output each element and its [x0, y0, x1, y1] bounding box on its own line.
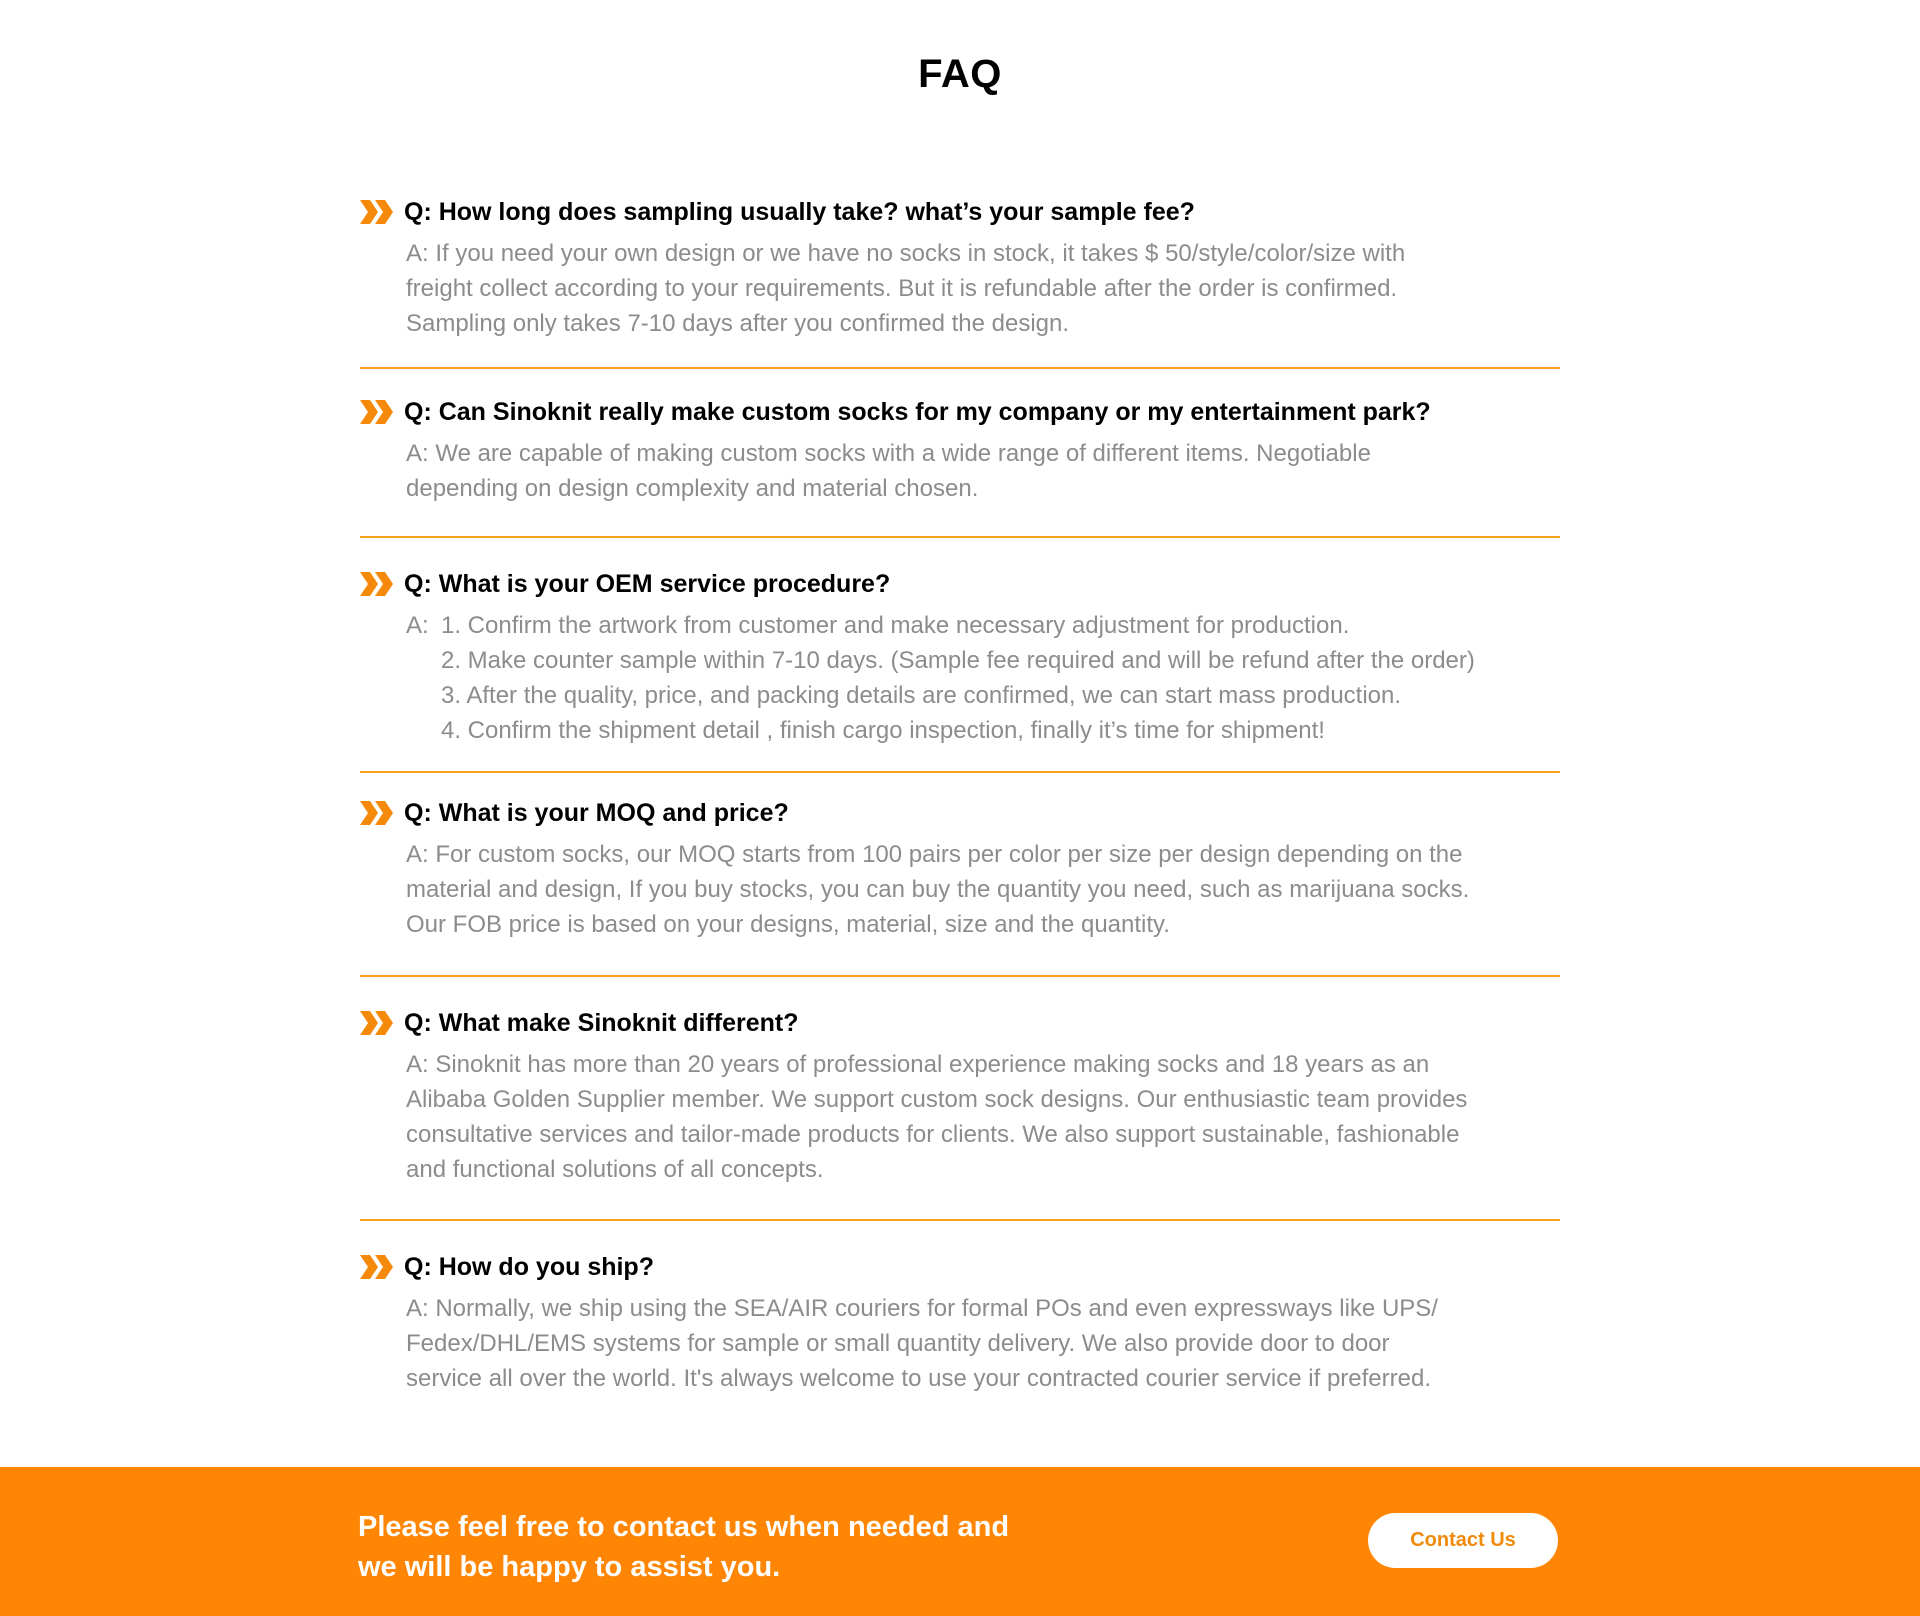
answer-step: 4. Confirm the shipment detail , finish cargo inspection, finally it’s time for shipment!: [441, 717, 1325, 744]
faq-question-row: [358, 793, 1562, 833]
faq-answer: [406, 608, 1562, 748]
answer-line: Fedex/DHL/EMS systems for sample or small quantity delivery. We also provide door to door: [406, 1330, 1390, 1357]
answer-step: 2. Make counter sample within 7-10 days. (Sample fee required and will be refund after the order): [441, 647, 1475, 674]
faq-item: [358, 392, 1562, 506]
faq-divider: [360, 975, 1560, 977]
answer-line: freight collect according to your requirements. But it is refundable after the order is confirmed.: [406, 275, 1398, 302]
faq-answer: [406, 1291, 1562, 1396]
double-chevron-icon: [358, 798, 396, 828]
answer-line: depending on design complexity and material chosen.: [406, 475, 979, 502]
answer-line: A: Normally, we ship using the SEA/AIR couriers for formal POs and even expressways like UPS/: [406, 1295, 1438, 1322]
answer-line: Our FOB price is based on your designs, material, size and the quantity.: [406, 911, 1170, 938]
faq-divider: [360, 1219, 1560, 1221]
answer-line: A: If you need your own design or we have no socks in stock, it takes $ 50/style/color/size with: [406, 240, 1406, 267]
double-chevron-icon: [358, 397, 396, 427]
contact-us-button[interactable]: Contact Us: [1368, 1513, 1558, 1568]
faq-answer: [406, 236, 1562, 341]
faq-item: [358, 564, 1562, 748]
answer-prefix: A:: [406, 612, 429, 639]
faq-answer: [406, 436, 1562, 506]
answer-step: [406, 608, 1562, 643]
faq-question-row: [358, 1247, 1562, 1287]
page-title: FAQ: [918, 52, 1002, 96]
answer-line: Sampling only takes 7-10 days after you confirmed the design.: [406, 310, 1070, 337]
double-chevron-icon: [358, 1008, 396, 1038]
answer-line: A: Sinoknit has more than 20 years of professional experience making socks and 18 years as an: [406, 1051, 1430, 1078]
answer-step: 3. After the quality, price, and packing details are confirmed, we can start mass production.: [441, 682, 1402, 709]
faq-answer: [406, 837, 1562, 942]
faq-question-row: [358, 192, 1562, 232]
faq-item: [358, 1247, 1562, 1396]
faq-answer: [406, 1047, 1562, 1187]
faq-question-row: [358, 1003, 1562, 1043]
answer-line: consultative services and tailor-made products for clients. We also support sustainable, fashionable: [406, 1121, 1460, 1148]
double-chevron-icon: [358, 197, 396, 227]
double-chevron-icon: [358, 569, 396, 599]
answer-step-text: 1. Confirm the artwork from customer and make necessary adjustment for production.: [441, 612, 1350, 639]
contact-banner: [0, 1467, 1920, 1616]
faq-divider: [360, 771, 1560, 773]
faq-question-row: [358, 392, 1562, 432]
faq-question: Q: How long does sampling usually take? what’s your sample fee?: [404, 198, 1195, 226]
faq-question-row: [358, 564, 1562, 604]
contact-message-line: Please feel free to contact us when needed and: [358, 1511, 1010, 1543]
faq-question: Q: How do you ship?: [404, 1253, 654, 1281]
faq-question: Q: What is your OEM service procedure?: [404, 570, 891, 598]
double-chevron-icon: [358, 1252, 396, 1282]
answer-line: Alibaba Golden Supplier member. We support custom sock designs. Our enthusiastic team provides: [406, 1086, 1468, 1113]
answer-line: A: We are capable of making custom socks with a wide range of different items. Negotiable: [406, 440, 1371, 467]
contact-message: [358, 1507, 1009, 1587]
faq-question: Q: What is your MOQ and price?: [404, 799, 789, 827]
faq-item: [358, 1003, 1562, 1187]
answer-line: material and design, If you buy stocks, you can buy the quantity you need, such as marijuana socks.: [406, 876, 1470, 903]
answer-line: and functional solutions of all concepts.: [406, 1156, 824, 1183]
contact-message-line: we will be happy to assist you.: [358, 1551, 781, 1583]
faq-divider: [360, 536, 1560, 538]
answer-line: service all over the world. It's always welcome to use your contracted courier service if preferred.: [406, 1365, 1431, 1392]
faq-divider: [360, 367, 1560, 369]
faq-item: [358, 793, 1562, 942]
faq-item: [358, 192, 1562, 341]
faq-question: Q: What make Sinoknit different?: [404, 1009, 799, 1037]
answer-line: A: For custom socks, our MOQ starts from 100 pairs per color per size per design depending on the: [406, 841, 1463, 868]
faq-question: Q: Can Sinoknit really make custom socks for my company or my entertainment park?: [404, 398, 1431, 426]
